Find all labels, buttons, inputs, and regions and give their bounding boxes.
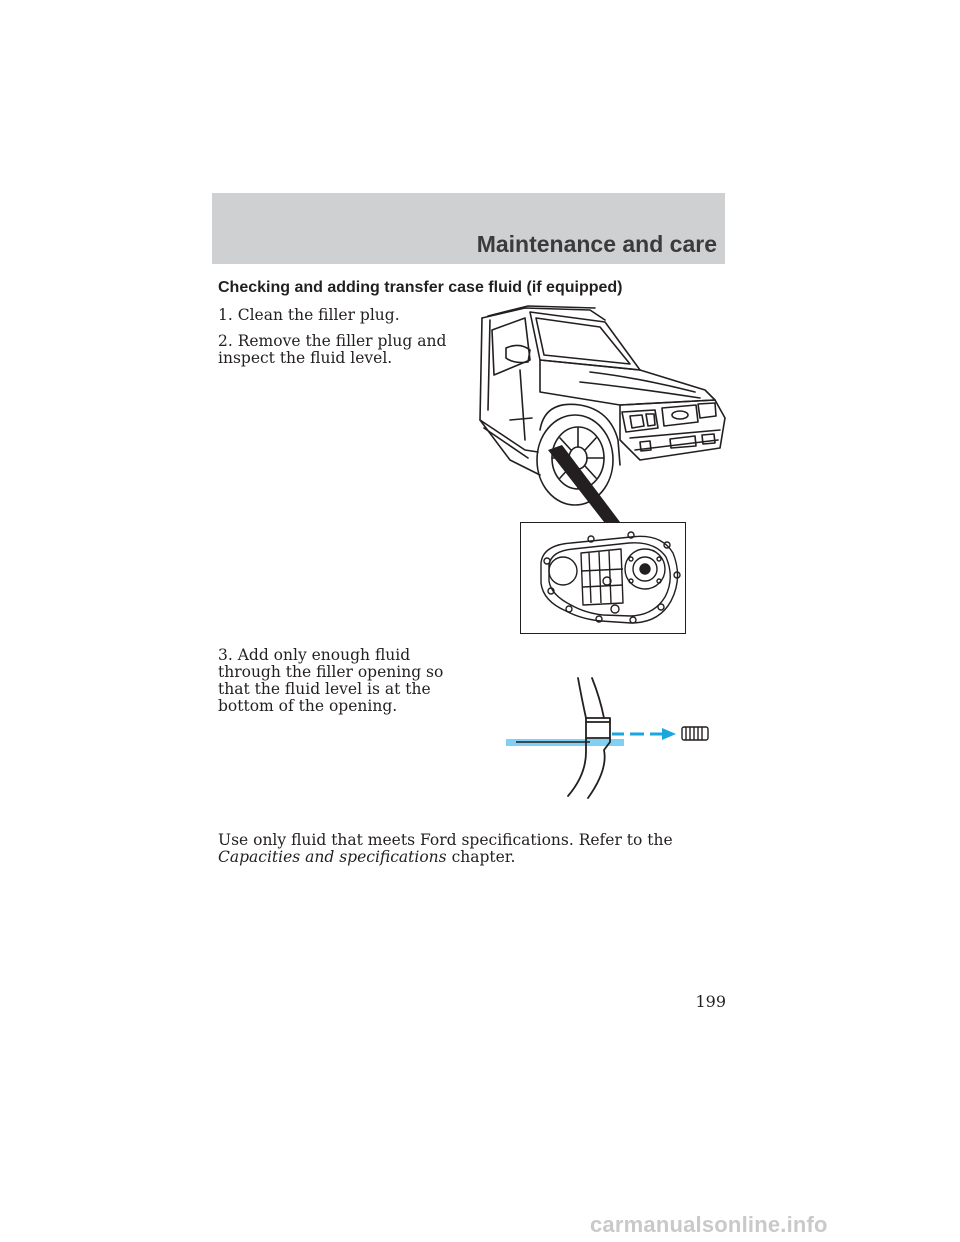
step-1: 1. Clean the filler plug. [218, 306, 400, 324]
note-text: Use only fluid that meets Ford specifications. Refer to the [218, 831, 673, 849]
suv-front-wheel-illustration [470, 300, 730, 525]
page-number: 199 [695, 992, 726, 1011]
transfer-case-illustration [521, 523, 685, 633]
chapter-title: Maintenance and care [476, 231, 717, 257]
section-heading: Checking and adding transfer case fluid (if equipped) [218, 279, 623, 296]
watermark-logo: carmanualsonline.info [590, 1212, 828, 1237]
capacities-note [218, 832, 728, 866]
filler-plug-fluid-level-illustration [500, 670, 720, 800]
step-2: 2. Remove the filler plug and inspect the fluid level. [218, 332, 447, 367]
capacities-chapter-reference: Capacities and specifications [218, 848, 447, 866]
transfer-case-inset [520, 522, 686, 634]
note-text-end: chapter. [451, 848, 516, 866]
chapter-header-band [212, 193, 725, 264]
step-3: 3. Add only enough fluid through the filler opening so that the fluid level is at the bottom of the opening. [218, 646, 444, 715]
